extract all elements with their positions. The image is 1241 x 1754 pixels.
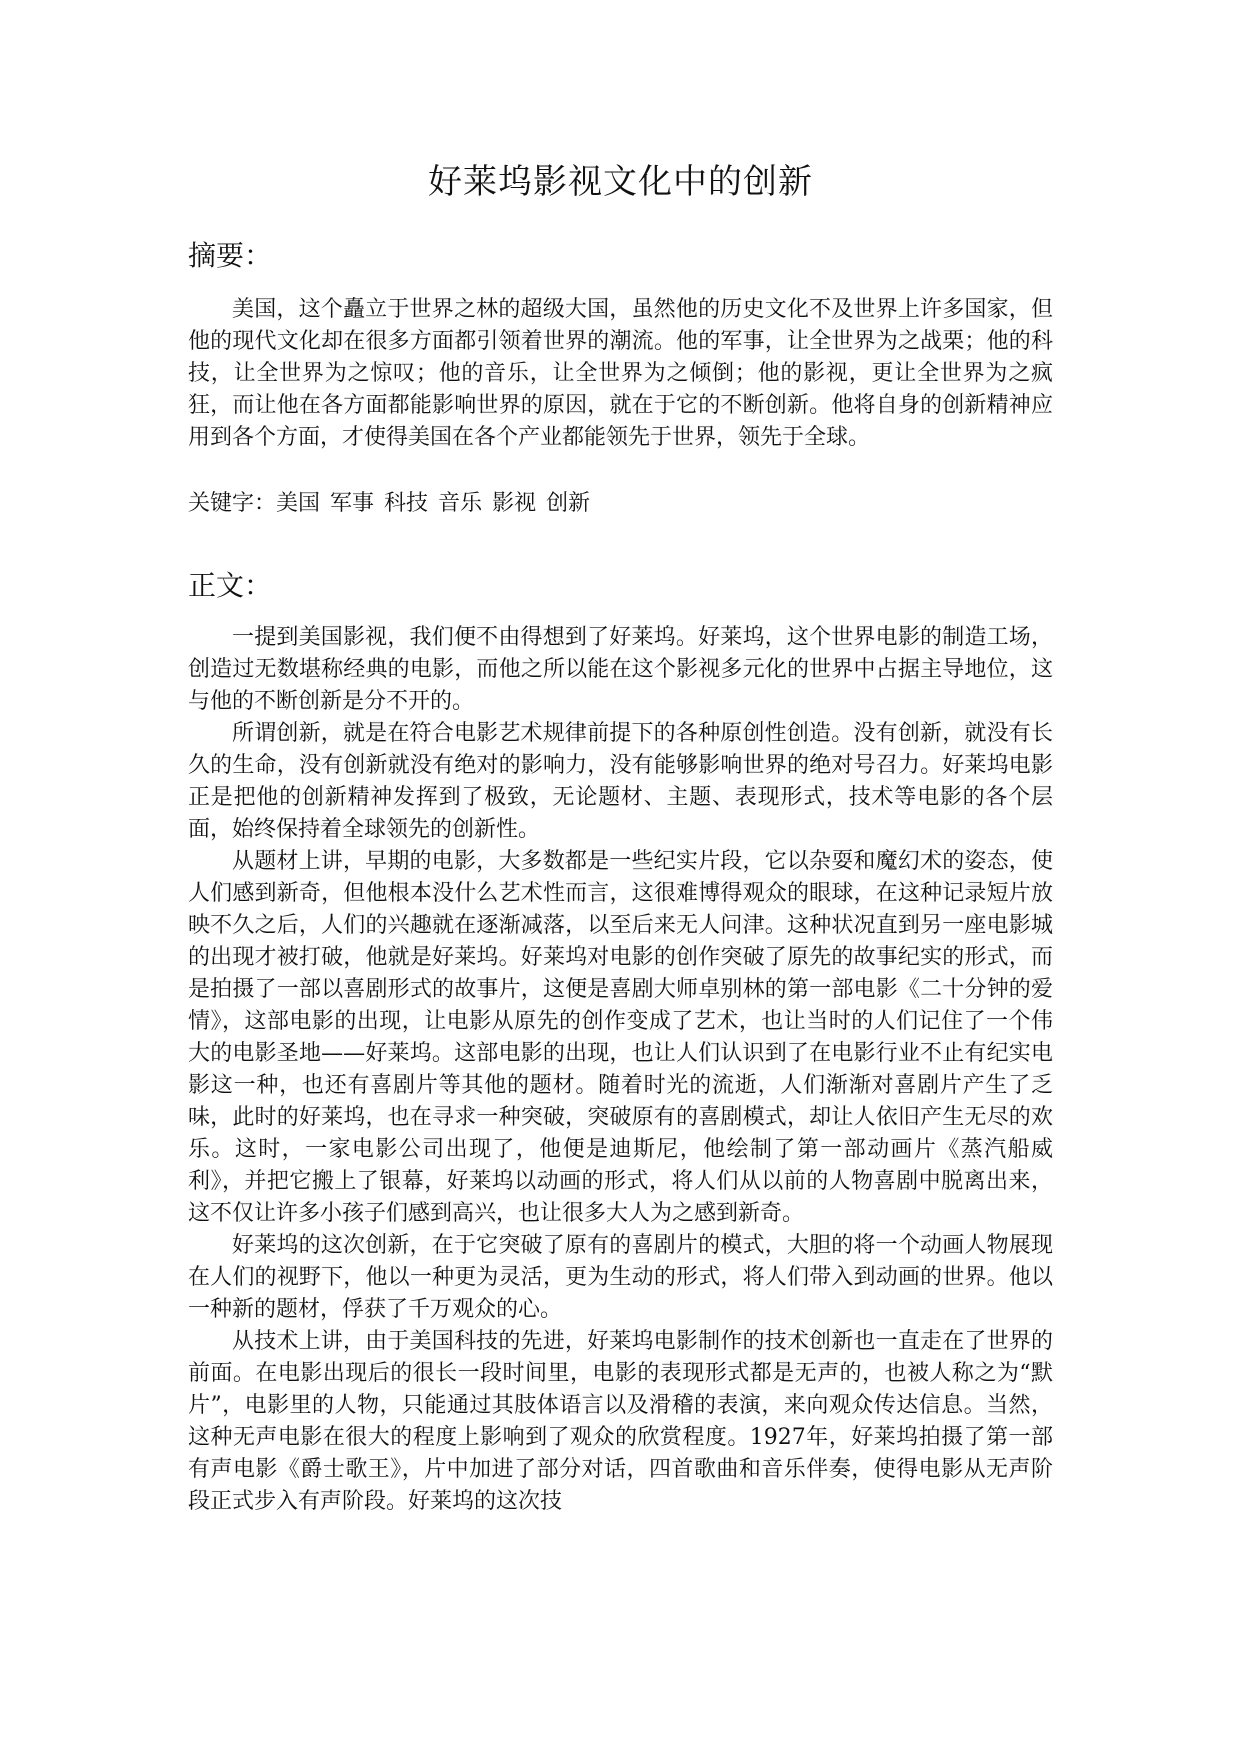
keyword-item: 军事 [330, 491, 375, 516]
body-text [188, 622, 1053, 1518]
body-paragraph: 一提到美国影视，我们便不由得想到了好莱坞。好莱坞，这个世界电影的制造工场，创造过无数堪称经典的电影，而他之所以能在这个影视多元化的世界中占据主导地位，这与他的不断创新是分不开的。 [188, 625, 1053, 714]
keyword-item: 音乐 [438, 491, 483, 516]
keyword-item: 影视 [492, 491, 537, 516]
keyword-item: 创新 [546, 491, 591, 516]
keywords-line [188, 488, 1053, 520]
body-paragraph: 从题材上讲，早期的电影，大多数都是一些纪实片段，它以杂耍和魔幻术的姿态，使人们感到新奇，但他根本没什么艺术性而言，这很难博得观众的眼球，在这种记录短片放映不久之后，人们的兴趣就在逐渐减落，以至后来无人问津。这种状况直到另一座电影城的出现才被打破，他就是好莱坞。好莱坞对电影的创作突破了原先的故事纪实的形式，而是拍摄了一部以喜剧形式的故事片，这便是喜剧大师卓别林的第一部电影《二十分钟的爱情》，这部电影的出现，让电影从原先的创作变成了艺术，也让当时的人们记住了一个伟大的电影圣地——好莱坞。这部电影的出现，也让人们认识到了在电影行业不止有纪实电影这一种，也还有喜剧片等其他的题材。随着时光的流逝，人们渐渐对喜剧片产生了乏味，此时的好莱坞，也在寻求一种突破，突破原有的喜剧模式，却让人依旧产生无尽的欢乐。这时，一家电影公司出现了，他便是迪斯尼，他绘制了第一部动画片《蒸汽船威利》，并把它搬上了银幕，好莱坞以动画的形式，将人们从以前的人物喜剧中脱离出来，这不仅让许多小孩子们感到高兴，也让很多大人为之感到新奇。 [188, 849, 1053, 1226]
document-content [188, 158, 1053, 1518]
body-paragraph: 所谓创新，就是在符合电影艺术规律前提下的各种原创性创造。没有创新，就没有长久的生命，没有创新就没有绝对的影响力，没有能够影响世界的绝对号召力。好莱坞电影正是把他的创新精神发挥到了极致，无论题材、主题、表现形式，技术等电影的各个层面，始终保持着全球领先的创新性。 [188, 721, 1053, 842]
keywords-label: 关键字： [188, 491, 277, 516]
document-title: 好莱坞影视文化中的创新 [428, 162, 813, 202]
body-paragraph: 好莱坞的这次创新，在于它突破了原有的喜剧片的模式，大胆的将一个动画人物展现在人们的视野下，他以一种更为灵活，更为生动的形式，将人们带入到动画的世界。他以一种新的题材，俘获了千万观众的心。 [188, 1233, 1053, 1322]
keyword-item: 美国 [276, 491, 321, 516]
abstract-paragraph: 美国，这个矗立于世界之林的超级大国，虽然他的历史文化不及世界上许多国家，但他的现代文化却在很多方面都引领着世界的潮流。他的军事，让全世界为之战栗；他的科技，让全世界为之惊叹；他的音乐，让全世界为之倾倒；他的影视，更让全世界为之疯狂，而让他在各方面都能影响世界的原因，就在于它的不断创新。他将自身的创新精神应用到各个方面，才使得美国在各个产业都能领先于世界，领先于全球。 [188, 297, 1053, 450]
body-paragraph: 从技术上讲，由于美国科技的先进，好莱坞电影制作的技术创新也一直走在了世界的前面。在电影出现后的很长一段时间里，电影的表现形式都是无声的，也被人称之为“默片”，电影里的人物，只能通过其肢体语言以及滑稽的表演，来向观众传达信息。当然，这种无声电影在很大的程度上影响到了观众的欣赏程度。1927年，好莱坞拍摄了第一部有声电影《爵士歌王》，片中加进了部分对话，四首歌曲和音乐伴奏，使得电影从无声阶段正式步入有声阶段。好莱坞的这次技 [188, 1329, 1053, 1514]
keyword-item: 科技 [384, 491, 429, 516]
body-heading: 正文： [188, 569, 273, 602]
abstract-heading: 摘要： [188, 239, 273, 272]
